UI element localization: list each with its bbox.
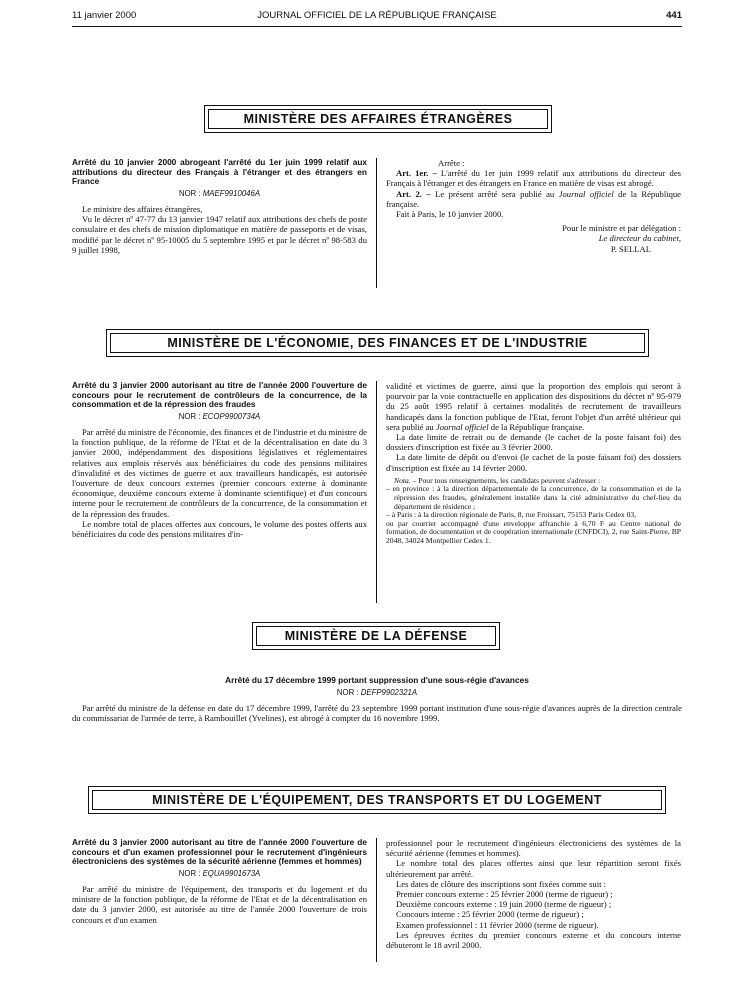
s1-para: Vu le décret nº 47-77 du 13 janvier 1947 relatif aux attributions des chefs de poste consulaire et des chefs de mission diplomatique en matière de passeports et de visas, modifié par le décret nº 95-10005 du 5 septembre 1995 et par le décret nº 98-583 du 9 juillet 1998, (72, 214, 367, 255)
s1-para: Le ministre des affaires étrangères, (82, 203, 203, 214)
s2-para: validité et victimes de guerre, ainsi que la proportion des emplois qui seront à pourvoir par la voie contractuelle en application des dispositions du décret nº 95-979 du 25 août 1995 relatif à certaines modalités de recrutement de travailleurs handicapés dans la fonction publique de l'Etat, feront l'objet d'un arrêté ultérieur qui sera publié au Journal officiel de la République française. (386, 381, 681, 432)
ministry-box-economie (106, 329, 649, 357)
header-rule (72, 26, 682, 27)
journal-title: JOURNAL OFFICIEL DE LA RÉPUBLIQUE FRANÇAISE (257, 10, 497, 21)
s2-nor: NOR : ECOP9900734A (178, 411, 261, 421)
s2-para: Le nombre total de places offertes aux concours, le volume des postes offerts aux bénéficiaires du code des pensions militaires d'in- (72, 518, 367, 540)
s4-para: Les épreuves écrites du premier concours externe et du concours interne débuteront le 18 avril 2000. (386, 929, 681, 951)
s1-right-column (386, 158, 681, 254)
running-header (72, 10, 682, 24)
ministry-heading: MINISTÈRE DE L'ÉCONOMIE, DES FINANCES ET DE L'INDUSTRIE (110, 333, 645, 353)
s3-para: Par arrêté du ministre de la défense en date du 17 décembre 1999, l'arrêté du 23 septembre 1999 portant institution d'une sous-régie d'avances auprès de la direction centrale du commissariat de l'armée de terre, à Rambouillet (Yvelines), est abrogé à compter du 16 novembre 1999. (72, 702, 682, 723)
s4-para: professionnel pour le recrutement d'ingénieurs électroniciens des systèmes de la sécurité aérienne (femmes et hommes). (386, 838, 681, 859)
s3-nor: NOR : DEFP9902321A (336, 687, 418, 697)
s4-list-item: Premier concours externe : 25 février 2000 (terme de rigueur) ; (396, 889, 613, 900)
s4-left-column (72, 838, 367, 925)
s1-article-2: Art. 2. – Le présent arrêté sera publié au Journal officiel de la République française. (386, 188, 681, 209)
s1-nor: NOR : MAEF9910046A (178, 188, 261, 198)
s4-para: Les dates de clôture des inscriptions sont fixées comme suit : (396, 878, 607, 889)
ministry-box-equipement (88, 786, 666, 814)
s4-arrete-title: Arrêté du 3 janvier 2000 autorisant au titre de l'année 2000 l'ouverture de concours et d'un examen professionnel pour le recrutement d'ingénieurs électroniciens des systèmes de la sécurité aérienne (femmes et hommes) (72, 837, 367, 867)
column-divider (376, 381, 377, 603)
s2-para: Par arrêté du ministre de l'économie, des finances et de l'industrie et du ministre de la fonction publique, de la réforme de l'Etat et de la décentralisation en date du 3 janvier 2000, indépendamment des dispositions législatives et réglementaires relatives aux emplois réservés aux bénéficiaires du code des pensions militaires d'invalidité et des victimes de guerre et aux travailleurs handicapés, est autorisée l'ouverture de deux concours externes (premier concours externe à dominante économique, deuxième concours externe à dominante scientifique) et d'un concours interne pour le recrutement de contrôleurs de la concurrence, de la consommation et de la répression des fraudes. (72, 426, 367, 519)
s1-left-column (72, 158, 367, 255)
ministry-heading: MINISTÈRE DE L'ÉQUIPEMENT, DES TRANSPORTS ET DU LOGEMENT (92, 790, 662, 810)
s2-para: La date limite de retrait ou de demande (le cachet de la poste faisant foi) des dossiers d'inscription est fixée au 3 février 2000. (386, 432, 681, 453)
s1-signature: Pour le ministre et par délégation : Le directeur du cabinet, P. SELLAL (562, 223, 681, 254)
ministry-box-affaires-etrangeres (204, 105, 552, 133)
s4-list-item: Concours interne : 25 février 2000 (terme de rigueur) ; (396, 909, 584, 920)
s2-nota: Nota. – Pour tous renseignements, les candidats peuvent s'adresser : – en province : à la direction départementale de la concurrence, de la consommation et de la répression des fraudes, généralement installée dans la cité administrative du chef-lieu du département de résidence ; – à Paris : à la direction régionale de Paris, 8, rue Froissart, 75153 Paris Cedex 03, ou par courrier accompagné d'une enveloppe affranchie à 6,70 F au Centre national de formation, de documentation et de coopération internationale (CNFDCI), 2, rue Saint-Pierre, BP 2048, 34024 Montpellier Cedex 1. (386, 475, 681, 545)
header-date: 11 janvier 2000 (72, 10, 137, 21)
column-divider (376, 158, 377, 288)
s3-arrete-title: Arrêté du 17 décembre 1999 portant suppression d'une sous-régie d'avances (225, 675, 529, 685)
s4-list-item: Deuxième concours externe : 19 juin 2000 (terme de rigueur) ; (396, 899, 612, 910)
s2-right-column (386, 381, 681, 546)
s3-full-column (72, 676, 682, 723)
s4-list-item: Examen professionnel : 11 février 2000 (terme de rigueur). (396, 919, 599, 930)
s4-para: Le nombre total des places offertes ainsi que leur répartition seront fixés ultérieurement par arrêté. (386, 858, 681, 879)
s2-arrete-title: Arrêté du 3 janvier 2000 autorisant au titre de l'année 2000 l'ouverture de concours pour le recrutement de contrôleurs de la concurrence, de la consommation et de la répression des fraudes (72, 380, 367, 410)
s2-para: La date limite de dépôt ou d'envoi (le cachet de la poste faisant foi) des dossiers d'inscription est fixée au 14 février 2000. (386, 452, 681, 473)
ministry-heading: MINISTÈRE DES AFFAIRES ÉTRANGÈRES (208, 109, 548, 129)
s1-fait: Fait à Paris, le 10 janvier 2000. (396, 209, 504, 220)
s1-arrete-word: Arrête : (438, 158, 465, 168)
s2-left-column (72, 381, 367, 539)
page-number: 441 (666, 10, 682, 21)
column-divider (376, 838, 377, 962)
s4-right-column (386, 838, 681, 950)
ministry-box-defense (252, 622, 500, 650)
ministry-heading: MINISTÈRE DE LA DÉFENSE (256, 626, 496, 646)
s4-para: Par arrêté du ministre de l'équipement, des transports et du logement et du ministre de la fonction publique, de la réforme de l'Etat et de la décentralisation en date du 3 janvier 2000, est autorisée au titre de l'année 2000 l'ouverture de trois concours et d'un examen (72, 883, 367, 925)
s4-nor: NOR : EQUA9901673A (178, 868, 261, 878)
s1-arrete-title: Arrêté du 10 janvier 2000 abrogeant l'arrêté du 1er juin 1999 relatif aux attributions du directeur des Français à l'étranger et des étrangers en France (72, 157, 367, 187)
s1-article-1: Art. 1er. – L'arrêté du 1er juin 1999 relatif aux attributions du directeur des Français à l'étranger et des étrangers en France en matière de visas est abrogé. (386, 168, 681, 189)
